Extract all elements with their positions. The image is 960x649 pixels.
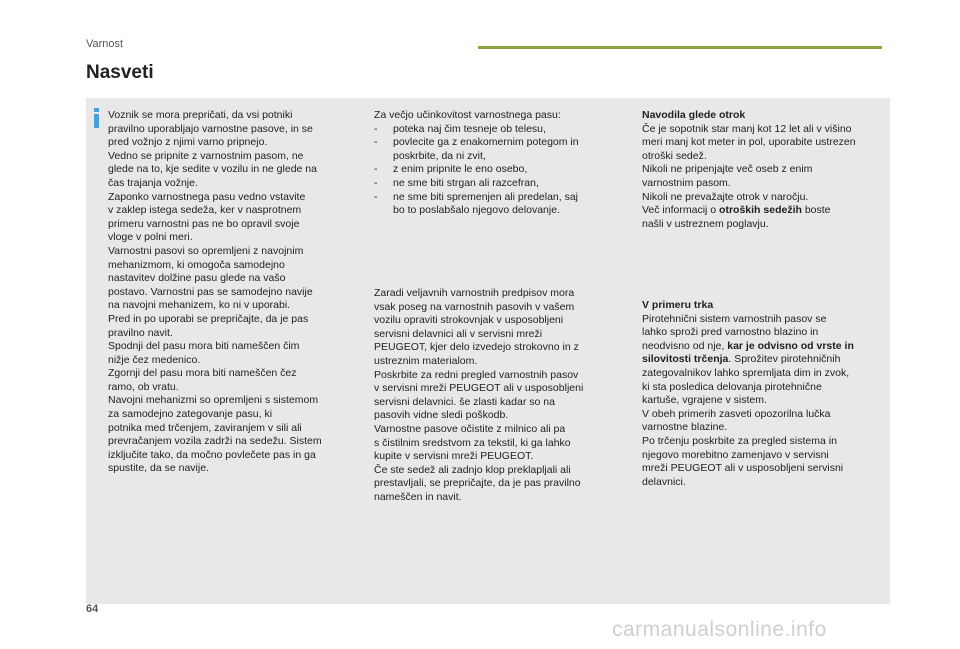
effectiveness-list bbox=[374, 123, 614, 218]
list-item: - povlecite ga z enakomernim potegom in poskrbite, da ni zvit, bbox=[374, 136, 614, 163]
watermark: carmanualsonline.info bbox=[612, 618, 827, 641]
column-child-instructions bbox=[642, 109, 890, 231]
collision-text: Pirotehnični sistem varnostnih pasov se lahko sproži pred varnostno blazino in neodvisno od nje, kar je odvisno od vrste in silovitosti trčenja. Sprožitev pirotehničnih zategovalnikov lahko spremljata dim in zvok, ki sta posledica delovanja pirotehnične kartuše, vgrajene v sistem. V obeh primerih zasveti opozorilna lučka varnostne blazine. Po trčenju poskrbite za pregled sistema in njegovo morebitno zamenjavo v servisni mreži PEUGEOT ali v usposobljeni servisni delavnici. bbox=[642, 312, 854, 488]
column-seatbelt-usage bbox=[108, 109, 358, 476]
effectiveness-intro: Za večjo učinkovitost varnostnega pasu: bbox=[374, 109, 561, 121]
page-number: 64 bbox=[86, 603, 99, 615]
list-item: - z enim pripnite le eno osebo, bbox=[374, 163, 614, 177]
seatbelt-usage-text: Voznik se mora prepričati, da vsi potniki pravilno uporabljajo varnostne pasove, in se pred vožnjo z njimi varno pripnejo. Vedno se pripnite z varnostnim pasom, ne glede na to, kje sedite v vozilu in ne glede na čas trajanja vožnje. Zaponko varnostnega pasu vedno vstavite v zaklep istega sedeža, ker v nasprotnem primeru varnostni pas ne bo opravil svoje vloge v polni meri. Varnostni pasovi so opremljeni z navojnim mehanizmom, ki omogoča samodejno nastavitev dolžine pasu glede na vašo postavo. Varnostni pas se samodejno navije na navojni mehanizem, ko ni v uporabi. Pred in po uporabi se prepričajte, da je pas pravilno navit. Spodnji del pasu mora biti nameščen čim nižje čez medenico. Zgornji del pasu mora biti nameščen čez ramo, ob vratu. Navojni mehanizmi so opremljeni s sistemom za samodejno zategovanje pasu, ki potnika med trčenjem, zaviranjem v sili ali prevračanjem vozila zadrži na sedežu. Sistem izključite tako, da močno povlečete pas in ga spustite, da se navije. bbox=[108, 109, 322, 475]
list-item: - ne sme biti spremenjen ali predelan, saj bo to poslabšalo njegovo delovanje. bbox=[374, 191, 614, 218]
service-text: Zaradi veljavnih varnostnih predpisov mora vsak poseg na varnostnih pasovih v vašem vozilu opraviti strokovnjak v usposobljeni servisni delavnici ali v servisni mreži PEUGEOT, kjer delo izvedejo strokovno in z ustreznim materialom. Poskrbite za redni pregled varnostnih pasov v servisni mreži PEUGEOT ali v usposobljeni servisni delavnici. še zlasti kadar so na pasovih vidne sledi poškodb. Varnostne pasove očistite z milnico ali pa s čistilnim sredstvom za tekstil, ki ga lahko kupite v servisni mreži PEUGEOT. Če ste sedež ali zadnjo klop preklapljali ali prestavljali, se prepričajte, da je pas pravilno nameščen in navit. bbox=[374, 287, 584, 503]
column-seatbelt-effectiveness bbox=[374, 109, 614, 218]
page-title: Nasveti bbox=[86, 62, 154, 83]
header-rule bbox=[478, 46, 882, 49]
collision-heading: V primeru trka bbox=[642, 299, 714, 311]
child-seats-link: otroških sedežih bbox=[719, 204, 802, 217]
list-item: - poteka naj čim tesneje ob telesu, bbox=[374, 123, 614, 137]
child-text: Če je sopotnik star manj kot 12 let ali v višino meri manj kot meter in pol, uporabite ustrezen otroški sedež. Nikoli ne pripenjajte več oseb z enim varnostnim pasom. Nikoli ne prevažajte otrok v naročju. Več informacij o otroških sedežih boste našli v ustreznem poglavju. bbox=[642, 122, 856, 230]
section-label: Varnost bbox=[86, 38, 124, 50]
column-collision bbox=[642, 299, 890, 489]
column-seatbelt-service bbox=[374, 287, 614, 505]
info-icon bbox=[92, 108, 101, 128]
list-item: - ne sme biti strgan ali razcefran, bbox=[374, 177, 614, 191]
child-heading: Navodila glede otrok bbox=[642, 109, 746, 121]
